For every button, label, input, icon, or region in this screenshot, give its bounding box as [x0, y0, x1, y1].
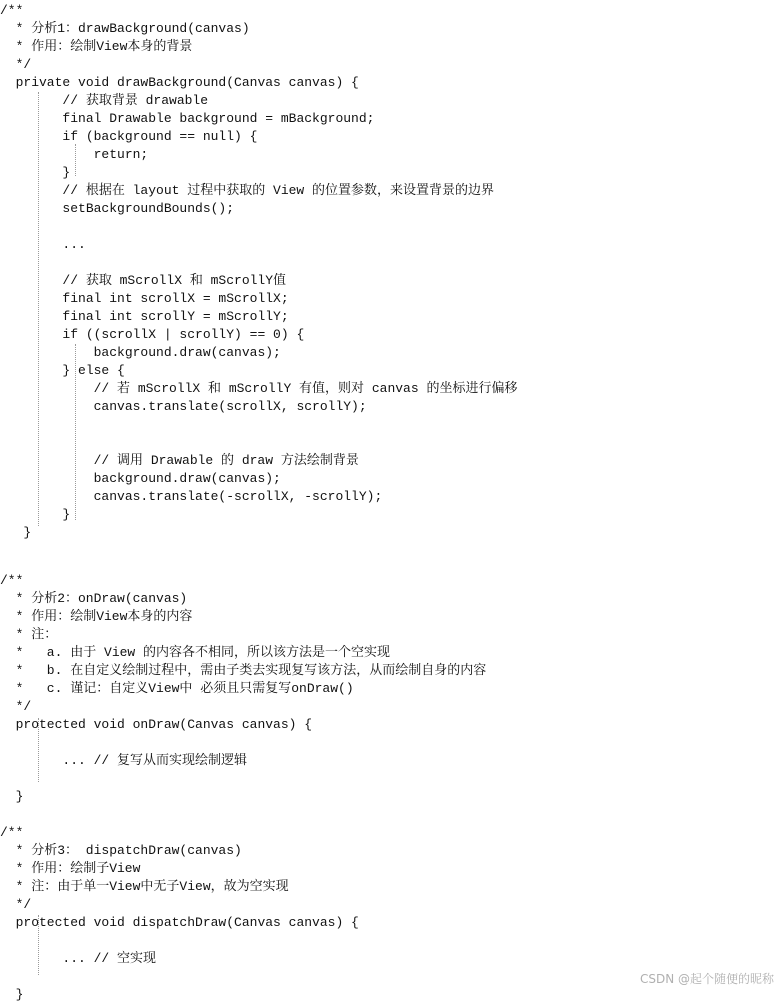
code-line: */ [0, 897, 32, 912]
code-line: /** [0, 825, 24, 840]
code-line: protected void onDraw(Canvas canvas) { [0, 717, 313, 732]
code-line: * 分析2：onDraw(canvas) [0, 591, 188, 606]
code-line: ... // 空实现 [0, 951, 157, 966]
code-line: /** [0, 3, 24, 18]
code-line: } [0, 987, 24, 1002]
code-line: canvas.translate(scrollX, scrollY); [0, 399, 367, 414]
code-line: * 注：由于单一View中无子View，故为空实现 [0, 879, 289, 894]
code-line: final Drawable background = mBackground; [0, 111, 375, 126]
code-line: * 作用：绘制View本身的背景 [0, 39, 193, 54]
code-line: * 作用：绘制View本身的内容 [0, 609, 193, 624]
watermark: CSDN @起个随便的昵称 [639, 972, 774, 986]
code-line: * a. 由于 View 的内容各不相同，所以该方法是一个空实现 [0, 645, 391, 660]
code-line: * 作用：绘制子View [0, 861, 141, 876]
code-line: * c. 谨记：自定义View中 必须且只需复写onDraw() [0, 681, 354, 696]
code-line: canvas.translate(-scrollX, -scrollY); [0, 489, 383, 504]
code-line: */ [0, 699, 32, 714]
code-line: final int scrollX = mScrollX; [0, 291, 289, 306]
code-line: // 根据在 layout 过程中获取的 View 的位置参数，来设置背景的边界 [0, 183, 495, 198]
code-line: background.draw(canvas); [0, 471, 281, 486]
code-line: protected void dispatchDraw(Canvas canvas) { [0, 915, 359, 930]
code-line: /** [0, 573, 24, 588]
code-line: private void drawBackground(Canvas canvas) { [0, 75, 359, 90]
code-line: // 若 mScrollX 和 mScrollY 有值，则对 canvas 的坐标进行偏移 [0, 381, 518, 396]
code-line: if ((scrollX | scrollY) == 0) { [0, 327, 305, 342]
code-line: } [0, 507, 71, 522]
code-line: ... // 复写从而实现绘制逻辑 [0, 753, 248, 768]
code-line: * b. 在自定义绘制过程中，需由子类去实现复写该方法，从而绘制自身的内容 [0, 663, 487, 678]
code-line: */ [0, 57, 32, 72]
code-line: } else { [0, 363, 125, 378]
code-line: // 调用 Drawable 的 draw 方法绘制背景 [0, 453, 359, 468]
code-line: setBackgroundBounds(); [0, 201, 235, 216]
code-line: // 获取 mScrollX 和 mScrollY值 [0, 273, 287, 288]
code-line: return; [0, 147, 149, 162]
code-line: background.draw(canvas); [0, 345, 281, 360]
code-line: if (background == null) { [0, 129, 258, 144]
code-line: // 获取背景 drawable [0, 93, 209, 108]
code-line: } [0, 525, 32, 540]
code-line: ... [0, 237, 86, 252]
code-line: } [0, 165, 71, 180]
code-line: * 分析3： dispatchDraw(canvas) [0, 843, 242, 858]
code-line: final int scrollY = mScrollY; [0, 309, 289, 324]
code-line: } [0, 789, 24, 804]
code-line: * 分析1：drawBackground(canvas) [0, 21, 250, 36]
code-line: * 注： [0, 627, 58, 642]
